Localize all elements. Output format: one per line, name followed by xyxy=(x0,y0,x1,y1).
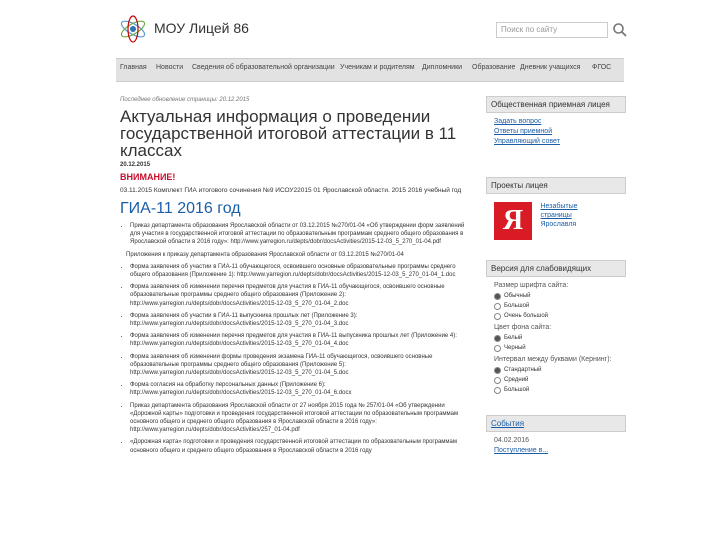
radio-icon[interactable] xyxy=(494,303,501,310)
main-content xyxy=(120,96,472,540)
accessibility-title: Версия для слабовидящих xyxy=(486,260,626,277)
page-title: Актуальная информация о проведении государственной итоговой аттестации в 11 классах xyxy=(120,107,457,160)
yandex-logo-icon[interactable]: Я xyxy=(494,202,532,240)
list-item[interactable]: • Форма заявления об изменении формы проведения экзамена ГИА-11 обучающегося, освоившего основные образовательные программы среднего общего образования (Приложение 5): http://www.yarregion.ru/depts/dobr/docsActivities/2015-12-03_5_270_01-04_5.doc xyxy=(130,353,472,378)
events-title[interactable]: События xyxy=(486,415,626,432)
list-item[interactable]: • Форма заявления об изменении перечня предметов для участия в ГИА-11 обучающегося, освоившего основные образовательные программы среднего общего образования (Приложение 2): http://www.yarregion.ru/depts/dobr/docsActivities/2015-12-03_5_270_01-04_2.doc xyxy=(130,283,472,308)
main-nav xyxy=(116,58,624,82)
radio-icon[interactable] xyxy=(494,345,501,352)
nav-item-diary[interactable]: Дневник учащихся xyxy=(520,64,581,71)
radio-icon[interactable] xyxy=(494,387,501,394)
projects-panel xyxy=(486,177,626,244)
document-list xyxy=(120,222,472,455)
option-label: Очень большой xyxy=(504,313,549,319)
event-date: 04.02.2016 xyxy=(494,437,530,444)
list-item[interactable]: • Приказ департамента образования Ярославской области от 27 ноября 2015 года № 257/01-04 «Об утверждении «Дорожной карты» подготовки и проведения государственной итоговой аттестации по образовательным программам основного общего и среднего общего образования в Ярославской области в 2016 году»: http://www.yarregion.ru/depts/dobr/docsActivities/257_01-04.pdf xyxy=(130,402,472,435)
nav-item-fgos[interactable]: ФГОС xyxy=(592,64,612,71)
gia-heading: ГИА-11 2016 год xyxy=(120,200,241,217)
nav-item-news[interactable]: Новости xyxy=(156,64,184,71)
event-link[interactable]: Поступление в... xyxy=(494,447,549,454)
list-item[interactable]: • Форма заявления об участии в ГИА-11 обучающегося, освоившего основные образовательные программы среднего общего образования (Приложение 1): http://www.yarregion.ru/depts/dobr/docsActivities/2015-12-03_5_270_01-04_1.doc xyxy=(130,263,472,279)
option-label: Средний xyxy=(504,377,529,383)
list-item[interactable]: • «Дорожная карта» подготовки и проведения государственной итоговой аттестации по образовательным программам основного общего и среднего общего образования в Ярославской области в 2016 году xyxy=(130,438,472,454)
list-item[interactable]: Приложения к приказу департамента образования Ярославской области от 03.12.2015 №270/01-04 xyxy=(126,251,404,258)
nav-item-home[interactable]: Главная xyxy=(120,64,147,71)
radio-selected-icon[interactable] xyxy=(494,335,501,342)
option-label: Белый xyxy=(504,335,523,341)
spacing-option-medium[interactable] xyxy=(494,375,618,385)
radio-icon[interactable] xyxy=(494,377,501,384)
bg-color-label: Цвет фона сайта: xyxy=(494,324,552,331)
option-label: Большой xyxy=(504,303,530,309)
publish-date: 20.12.2015 xyxy=(120,162,151,168)
radio-icon[interactable] xyxy=(494,313,501,320)
sidebar xyxy=(486,96,626,460)
reception-title: Общественная приемная лицея xyxy=(486,96,626,113)
option-label: Стандартный xyxy=(504,367,542,373)
intro-text: 03.11.2015 Комплект ГИА итогового сочинения №9 ИСОУ22015 01 Ярославской области. 2015 2016 учебный год xyxy=(120,187,462,194)
nav-item-diplomas[interactable]: Дипломники xyxy=(422,64,463,71)
events-panel xyxy=(486,415,626,460)
radio-selected-icon[interactable] xyxy=(494,293,501,300)
last-updated: Последнее обновление страницы: 20.12.2015 xyxy=(120,97,250,103)
accessibility-panel xyxy=(486,260,626,399)
answers-link[interactable]: Ответы приемной xyxy=(494,128,553,135)
kerning-label: Интервал между буквами (Кернинг): xyxy=(494,356,612,363)
nav-item-education[interactable]: Образование xyxy=(472,64,516,71)
radio-selected-icon[interactable] xyxy=(494,367,501,374)
project-link-line1[interactable]: Незабытые xyxy=(540,203,578,210)
list-item[interactable]: • Форма заявления об участии в ГИА-11 выпускника прошлых лет (Приложение 3): http://www.yarregion.ru/depts/dobr/docsActivities/2015-12-03_5_270_01-04_3.doc xyxy=(130,312,472,328)
search-input[interactable]: Поиск по сайту xyxy=(496,22,608,38)
list-item[interactable]: • Форма заявления об изменении перечня предметов для участия в ГИА-11 выпускника прошлых лет (Приложение 4): http://www.yarregion.ru/depts/dobr/docsActivities/2015-12-03_5_270_01-04_4.doc xyxy=(130,332,472,348)
projects-title: Проекты лицея xyxy=(486,177,626,194)
option-label: Обычный xyxy=(504,293,531,299)
font-size-label: Размер шрифта сайта: xyxy=(494,282,569,289)
option-label: Большой xyxy=(504,387,530,393)
lyceum-logo-icon[interactable] xyxy=(118,14,148,44)
font-option-large[interactable] xyxy=(494,301,618,311)
font-option-xlarge[interactable] xyxy=(494,311,618,321)
spacing-option-standard[interactable] xyxy=(494,365,618,375)
color-option-white[interactable] xyxy=(494,333,618,343)
site-title[interactable]: МОУ Лицей 86 xyxy=(154,20,249,36)
attention-heading: ВНИМАНИЕ! xyxy=(120,172,176,182)
project-link-line2[interactable]: страницы xyxy=(540,212,572,219)
nav-item-students[interactable]: Ученикам и родителям xyxy=(340,64,415,71)
list-item[interactable]: • Приказ департамента образования Ярославской области от 03.12.2015 №270/01-04 «Об утверждении форм заявлений для участия в государственной итоговой аттестации по образовательным программам среднего общего образования в Ярославской области в 2016 году»: http://www.yarregion.ru/depts/dobr/docsActivities/2015-12-03_5_270_01-04.pdf xyxy=(130,222,472,247)
reception-panel xyxy=(486,96,626,151)
list-item[interactable]: • Форма согласия на обработку персональных данных (Приложение 6): http://www.yarregion.ru/depts/dobr/docsActivities/2015-12-03_5_270_01-04_6.docx xyxy=(130,381,472,397)
council-link[interactable]: Управляющий совет xyxy=(494,138,560,145)
option-label: Черный xyxy=(504,345,526,351)
site-header xyxy=(0,0,720,58)
ask-question-link[interactable]: Задать вопрос xyxy=(494,118,542,125)
spacing-option-large[interactable] xyxy=(494,385,618,395)
nav-item-about[interactable]: Сведения об образовательной организации xyxy=(192,64,335,71)
font-option-normal[interactable] xyxy=(494,291,618,301)
color-option-black[interactable] xyxy=(494,343,618,353)
project-link-line3[interactable]: Ярославля xyxy=(540,221,577,228)
search-icon[interactable] xyxy=(612,22,628,38)
